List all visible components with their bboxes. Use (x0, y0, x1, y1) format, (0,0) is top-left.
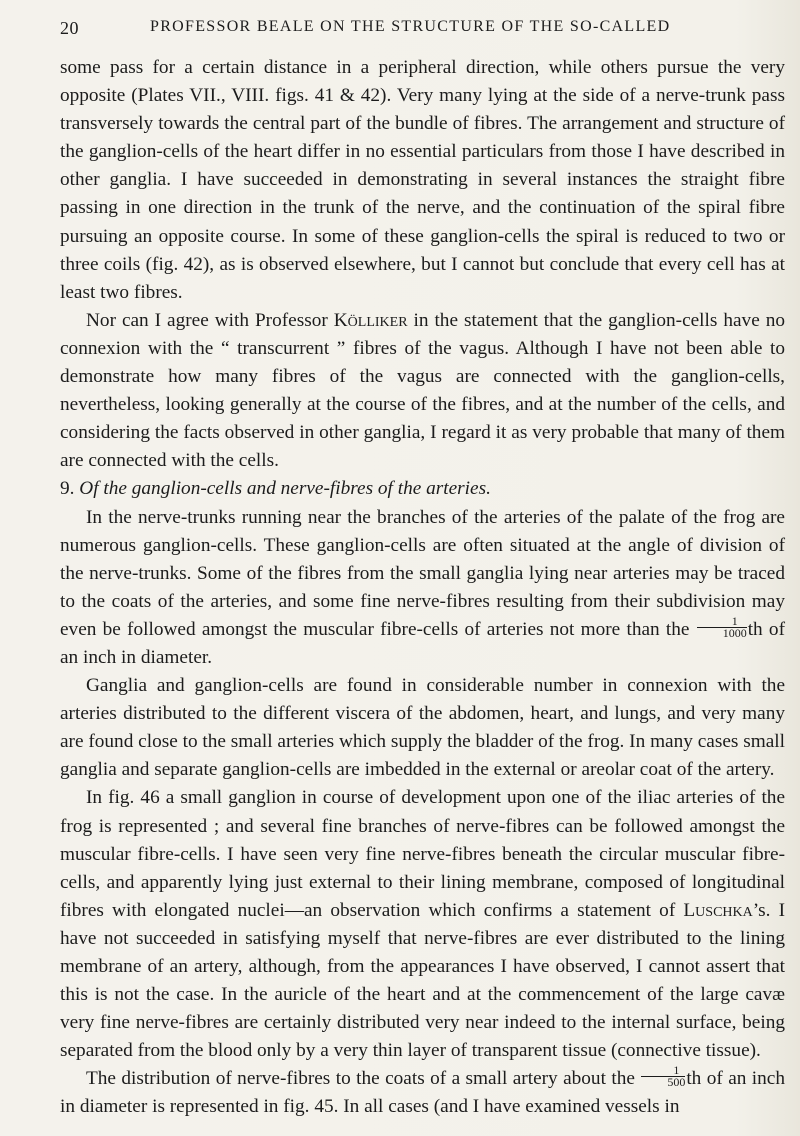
section-number: 9. (60, 478, 75, 500)
author-name-luschka: Luschka (683, 899, 753, 921)
page-number: 20 (60, 18, 79, 38)
paragraph-text: The distribution of nerve-fibres to the coats of a small artery about the (86, 1068, 641, 1090)
fraction-denominator: 1000 (697, 627, 747, 639)
fraction (641, 1065, 685, 1088)
paragraph-text: th of an inch in diameter is represented in fig. 45. In all cases (and I have examined vessels in (60, 1068, 785, 1118)
paragraph-iliac (60, 784, 785, 1065)
fraction-numerator: 1 (731, 613, 738, 628)
paragraph-text: ’s. I have not succeeded in satisfying myself that nerve-fibres are ever distributed to the lining membrane of an artery, although, from the appearances I have observed, I cannot assert that this is not the case. In the auricle of the heart and at the commencement of the large cavæ very fine nerve-fibres are certainly distributed very near indeed to the internal surface, being separated from the blood only by a very thin layer of transparent tissue (connective tissue). (60, 899, 786, 1062)
body-text (60, 54, 785, 1122)
paragraph-text: in the statement that the ganglion-cells have no connexion with the “ transcurrent ” fibres of the vagus. Although I have not been able to demonstrate how many fibres of the vagus are connected with the ganglion-cells, nevertheless, looking generally at the course of the fibres, and at the number of the cells, and considering the facts observed in other ganglia, I regard it as very probable that many of them are connected with the cells. (60, 309, 785, 472)
fraction-denominator: 500 (641, 1076, 685, 1088)
paragraph-palate (60, 504, 785, 673)
paragraph-text: In fig. 46 a small ganglion in course of development upon one of the iliac arteries of the frog is represented ; and several fine branches of nerve-fibres can be followed amongst the muscular fibre-cells. I have seen very fine nerve-fibres beneath the circular muscular fibre-cells, and apparently lying just external to their lining membrane, composed of longitudinal fibres with elongated nuclei—an observation which confirms a statement of (60, 787, 785, 921)
paragraph-continuation: some pass for a certain distance in a peripheral direction, while others pursue the very opposite (Plates VII., VIII. figs. 41 & 42). Very many lying at the side of a nerve-trunk pass transversely towards the central part of the bundle of fibres. The arrangement and structure of the ganglion-cells of the heart differ in no essential particulars from those I have described in other ganglia. I have succeeded in demonstrating in several instances the straight fibre passing in one direction in the trunk of the nerve, and the continuation of the spiral fibre pursuing an opposite course. In some of these ganglion-cells the spiral is reduced to two or three coils (fig. 42), as is observed elsewhere, but I cannot but conclude that every cell has at least two fibres. (60, 57, 785, 303)
paragraph-kolliker (60, 307, 785, 476)
paragraph-text: In the nerve-trunks running near the branches of the arteries of the palate of the frog are numerous ganglion-cells. These ganglion-cells are often situated at the angle of division of the nerve-trunks. Some of the fibres from the small ganglia lying near arteries may be traced to the coats of the arteries, and some fine nerve-fibres resulting from their subdivision may even be followed amongst the muscular fibre-cells of arteries not more than the (60, 506, 785, 640)
paragraph-viscera: Ganglia and ganglion-cells are found in considerable number in connexion with the arteries distributed to the different viscera of the abdomen, heart, and lungs, and very many are found close to the small arteries which supply the bladder of the frog. In many cases small ganglia and separate ganglion-cells are imbedded in the external or areolar coat of the artery. (60, 675, 785, 781)
section-title: Of the ganglion-cells and nerve-fibres of the arteries. (79, 478, 491, 500)
fraction-numerator: 1 (673, 1063, 680, 1078)
page-header (60, 10, 780, 40)
paragraph-distribution (60, 1065, 785, 1121)
section-heading (60, 475, 785, 503)
running-title: PROFESSOR BEALE ON THE STRUCTURE OF THE SO-CALLED (150, 18, 671, 35)
paragraph-text: th of an inch in diameter. (60, 618, 785, 668)
fraction (697, 613, 747, 640)
author-name-kolliker: Kölliker (333, 309, 408, 331)
paragraph-text: Nor can I agree with Professor (86, 309, 334, 331)
